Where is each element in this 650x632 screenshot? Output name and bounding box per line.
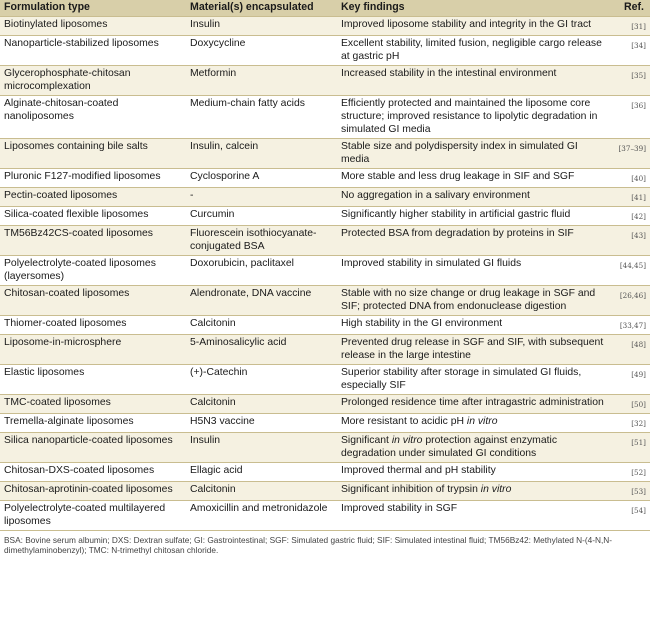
cell-materials: (+)-Catechin: [186, 365, 337, 395]
cell-key-findings: No aggregation in a salivary environment: [337, 188, 609, 207]
cell-materials: Doxycycline: [186, 36, 337, 66]
table-row: [0, 365, 650, 395]
header-formulation-type: Formulation type: [0, 0, 186, 17]
cell-ref: [49]: [609, 365, 650, 395]
cell-ref: [52]: [609, 463, 650, 482]
cell-key-findings: Stable with no size change or drug leakage in SGF and SIF; protected DNA from endonuclease digestion: [337, 286, 609, 316]
table-row: [0, 96, 650, 139]
cell-key-findings: Prevented drug release in SGF and SIF, with subsequent release in the large intestine: [337, 335, 609, 365]
header-row: [0, 0, 650, 17]
cell-formulation-type: TM56Bz42CS-coated liposomes: [0, 226, 186, 256]
cell-ref: [32]: [609, 414, 650, 433]
cell-formulation-type: Chitosan-coated liposomes: [0, 286, 186, 316]
cell-ref: [41]: [609, 188, 650, 207]
italic-term: in vitro: [391, 435, 423, 446]
cell-materials: -: [186, 188, 337, 207]
cell-key-findings: Significant inhibition of trypsin in vitro: [337, 482, 609, 501]
cell-key-findings: High stability in the GI environment: [337, 316, 609, 335]
table-row: [0, 188, 650, 207]
cell-materials: Ellagic acid: [186, 463, 337, 482]
cell-ref: [54]: [609, 501, 650, 531]
cell-key-findings: Superior stability after storage in simulated GI fluids, especially SIF: [337, 365, 609, 395]
italic-term: in vitro: [466, 416, 498, 427]
cell-key-findings: More resistant to acidic pH in vitro: [337, 414, 609, 433]
table-row: [0, 207, 650, 226]
cell-ref: [36]: [609, 96, 650, 139]
cell-key-findings: Increased stability in the intestinal environment: [337, 66, 609, 96]
cell-materials: H5N3 vaccine: [186, 414, 337, 433]
cell-key-findings: More stable and less drug leakage in SIF and SGF: [337, 169, 609, 188]
cell-key-findings: Excellent stability, limited fusion, negligible cargo release at gastric pH: [337, 36, 609, 66]
cell-key-findings: Significant in vitro protection against enzymatic degradation under simulated GI conditions: [337, 433, 609, 463]
cell-ref: [42]: [609, 207, 650, 226]
cell-ref: [43]: [609, 226, 650, 256]
cell-key-findings: Prolonged residence time after intragastric administration: [337, 395, 609, 414]
cell-ref: [40]: [609, 169, 650, 188]
cell-materials: Calcitonin: [186, 316, 337, 335]
cell-formulation-type: Alginate-chitosan-coated nanoliposomes: [0, 96, 186, 139]
cell-formulation-type: Nanoparticle-stabilized liposomes: [0, 36, 186, 66]
cell-formulation-type: Thiomer-coated liposomes: [0, 316, 186, 335]
cell-formulation-type: Polyelectrolyte-coated liposomes (layersomes): [0, 256, 186, 286]
cell-ref: [26,46]: [609, 286, 650, 316]
cell-formulation-type: Liposomes containing bile salts: [0, 139, 186, 169]
cell-key-findings: Stable size and polydispersity index in simulated GI media: [337, 139, 609, 169]
cell-ref: [37–39]: [609, 139, 650, 169]
header-ref: Ref.: [609, 0, 650, 17]
cell-materials: Insulin, calcein: [186, 139, 337, 169]
table-row: [0, 17, 650, 36]
table-row: [0, 463, 650, 482]
table-row: [0, 226, 650, 256]
table-row: [0, 256, 650, 286]
cell-formulation-type: Tremella-alginate liposomes: [0, 414, 186, 433]
cell-ref: [53]: [609, 482, 650, 501]
cell-materials: Metformin: [186, 66, 337, 96]
cell-ref: [44,45]: [609, 256, 650, 286]
cell-materials: Curcumin: [186, 207, 337, 226]
cell-key-findings: Efficiently protected and maintained the liposome core structure; improved resistance to lipolytic degradation in simulated GI media: [337, 96, 609, 139]
header-materials-encapsulated: Material(s) encapsulated: [186, 0, 337, 17]
table-row: [0, 501, 650, 531]
cell-formulation-type: Liposome-in-microsphere: [0, 335, 186, 365]
cell-ref: [51]: [609, 433, 650, 463]
cell-materials: Calcitonin: [186, 395, 337, 414]
cell-key-findings: Improved stability in SGF: [337, 501, 609, 531]
cell-ref: [34]: [609, 36, 650, 66]
table-row: [0, 169, 650, 188]
cell-key-findings: Significantly higher stability in artificial gastric fluid: [337, 207, 609, 226]
cell-ref: [35]: [609, 66, 650, 96]
cell-materials: Fluorescein isothiocyanate-conjugated BSA: [186, 226, 337, 256]
cell-formulation-type: Silica-coated flexible liposomes: [0, 207, 186, 226]
cell-formulation-type: Chitosan-DXS-coated liposomes: [0, 463, 186, 482]
cell-ref: [33,47]: [609, 316, 650, 335]
cell-key-findings: Protected BSA from degradation by proteins in SIF: [337, 226, 609, 256]
table-row: [0, 139, 650, 169]
cell-formulation-type: TMC-coated liposomes: [0, 395, 186, 414]
cell-materials: Doxorubicin, paclitaxel: [186, 256, 337, 286]
cell-formulation-type: Pluronic F127-modified liposomes: [0, 169, 186, 188]
cell-materials: Medium-chain fatty acids: [186, 96, 337, 139]
cell-ref: [50]: [609, 395, 650, 414]
cell-materials: Cyclosporine A: [186, 169, 337, 188]
cell-key-findings: Improved thermal and pH stability: [337, 463, 609, 482]
cell-ref: [48]: [609, 335, 650, 365]
cell-formulation-type: Pectin-coated liposomes: [0, 188, 186, 207]
table-row: [0, 286, 650, 316]
header-key-findings: Key findings: [337, 0, 609, 17]
cell-materials: Alendronate, DNA vaccine: [186, 286, 337, 316]
cell-materials: Insulin: [186, 17, 337, 36]
cell-materials: 5-Aminosalicylic acid: [186, 335, 337, 365]
cell-materials: Amoxicillin and metronidazole: [186, 501, 337, 531]
cell-formulation-type: Elastic liposomes: [0, 365, 186, 395]
table-row: [0, 482, 650, 501]
italic-term: in vitro: [480, 484, 512, 495]
cell-materials: Calcitonin: [186, 482, 337, 501]
cell-formulation-type: Polyelectrolyte-coated multilayered liposomes: [0, 501, 186, 531]
cell-formulation-type: Glycerophosphate-chitosan microcomplexation: [0, 66, 186, 96]
table-row: [0, 316, 650, 335]
table-row: [0, 433, 650, 463]
table-row: [0, 414, 650, 433]
table-row: [0, 395, 650, 414]
cell-formulation-type: Silica nanoparticle-coated liposomes: [0, 433, 186, 463]
table-row: [0, 335, 650, 365]
cell-key-findings: Improved liposome stability and integrity in the GI tract: [337, 17, 609, 36]
cell-key-findings: Improved stability in simulated GI fluids: [337, 256, 609, 286]
cell-formulation-type: Chitosan-aprotinin-coated liposomes: [0, 482, 186, 501]
cell-materials: Insulin: [186, 433, 337, 463]
table-footnote: BSA: Bovine serum albumin; DXS: Dextran sulfate; GI: Gastrointestinal; SGF: Simulated gastric fluid; SIF: Simulated intestinal fluid; TM56Bz42: Methylated N-(4-N,N-dimethylaminobenzyl); TMC: N-trimethyl chitosan chloride.: [0, 530, 650, 555]
table-row: [0, 66, 650, 96]
table-row: [0, 36, 650, 66]
cell-formulation-type: Biotinylated liposomes: [0, 17, 186, 36]
cell-ref: [31]: [609, 17, 650, 36]
